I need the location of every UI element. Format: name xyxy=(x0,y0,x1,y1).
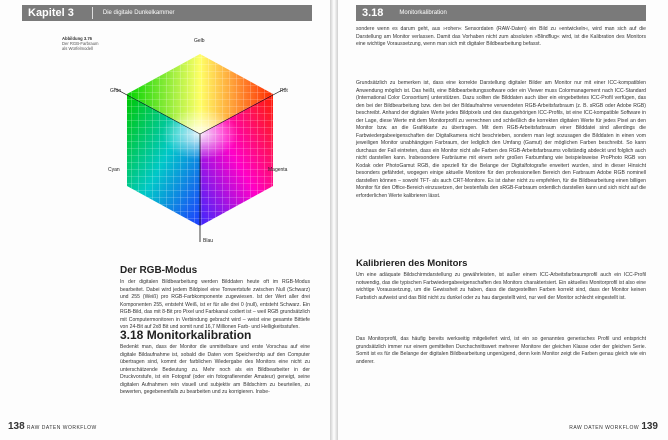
intro-paragraph: sondere wenn es darum geht, aus »rohen« Sensordaten (RAW-Daten) ein Bild zu »entwickeln«, wird man sich auf die Darstellung am Monitor verlassen. Damit das Vorhaben nicht zum absoluten »Blindflug« wird, ist die Kalibration des Monitors eine wichtige Voraussetzung, wenn man sich mit digitaler Bildbearbeitung befasst. xyxy=(356,26,646,47)
section-heading-rgb-mode: Der RGB-Modus xyxy=(120,265,198,276)
cube-label-magenta: Magenta xyxy=(268,167,288,173)
left-footer xyxy=(8,421,97,432)
cube-label-blue: Blau xyxy=(203,238,214,244)
rgb-mode-paragraph: In der digitalen Bildbearbeitung werden Bilddaten heute oft im RGB-Modus bearbeitet. Dabei wird jedem Bildpixel eine Tonwertstufe zwischen Null (Schwarz) und 255 (Weiß) pro RGB-Farbkomponente zugewiesen. Ist der Wert aller drei Komponenten 255, entsteht Weiß, ist er für alle drei 0 (null), entsteht Schwarz. Ein RGB-Bild, das mit 8-Bit pro Pixel und Farbkanal codiert ist – weil RGB grundsätzlich mit Computermonitoren in Verbindung gebracht wird – weist eine gesamte Bittiefe von 24-Bit auf 2x8 Bit und somit rund 16,7 Millionen Farb- und Helligkeitsstufen. xyxy=(120,279,310,330)
caption-number: Abbildung 3.76 xyxy=(62,36,93,41)
left-page-number: 138 xyxy=(8,421,25,432)
cube-label-red: Rot xyxy=(280,88,288,94)
right-header xyxy=(356,5,646,21)
generic-profile-paragraph: Das Monitorprofil, das häufig bereits werkseitig mitgeliefert wird, ist ein so genanntes generisches Profil und entspricht grundsätzlich immer nur einem gemittelten Durchschnittswert mehrerer Monitore der gleichen Klasse oder der gleichen Serie. Somit ist es für die Belange der digitalen Bildbearbeitung ungenügend, denn kein Monitor zeigt die Farben genau gleich wie ein anderer. xyxy=(356,336,646,365)
cube-label-yellow: Gelb xyxy=(194,38,205,44)
right-page xyxy=(338,0,668,440)
figure-caption xyxy=(62,36,102,52)
rgb-cube-figure xyxy=(110,36,290,246)
right-page-number: 139 xyxy=(641,421,658,432)
icc-paragraph: Grundsätzlich zu bemerken ist, dass eine korrekte Darstellung digitaler Bilder am Monitor nur mit einer ICC-kompatiblen Anwendung möglich ist. Das heißt, eine Bildbearbeitungssoftware oder ein Viewer muss Colormanagement nach ICC-Standard (International Color Consortium) unterstützen. Dazu sollten die Bilddaten auch über ein eingebettetes ICC-Profil verfügen, das den bei der Bildbearbeitung bzw. den bei der Bildaufnahme verwendeten RGB-Arbeitsfarbraum (z. B. sRGB oder Adobe RGB) beschreibt. Anhand der digitalen Werte jedes Bildpixels und des dazugehörigen ICC-Profils, ist eine ICC-kompatible Software in der Lage, diese Werte mit dem Monitorprofil zu verrechnen und schließlich die korrekten digitalen Werte für jedes Pixel an den Monitor bzw. an die Grafikkarte zu übertragen. Mit dem RGB-Arbeitsfarbraum einer Bilddatei sind allerdings die Farbwiedergabeeigenschaften der Digitalkamera nicht beschrieben, sondern man legt sozusagen die Bilddaten in einen vom jeweiligen Monitor unabhängigen Farbraum, der lediglich den Umfang (Gamut) der möglichen Farben beschreibt. So kann durchaus der Fall eintreten, dass ein Monitor nicht alle Farben des RGB-Arbeitsfarbraums vollständig abdeckt und folglich auch nicht darstellen kann. Insbesondere Farbräume mit einem sehr großen Farbumfang wie beispielsweise ProPhoto RGB von Kodak oder PhotoGamut RGB, die speziell für die Belange der Digitalfotografie erweitert wurden, sind in dieser Hinsicht besonders gefährdet, wogegen einige aktuelle Monitore für den professionellen Bereich den Farbraum Adobe RGB nominell darstellen können – sowohl TFT- als auch CRT-Monitore. Es ist daher nicht zu empfehlen, für die Bildbearbeitung einen billigen Monitor für den Office-Bereich einzusetzen, der bestenfalls den sRGB-Farbraum ordentlich darstellen kann und sich nicht auf die erforderlichen Werte kalibrieren lässt. xyxy=(356,80,646,199)
chapter-label: Kapitel 3 xyxy=(22,7,93,19)
cube-label-green: Grün xyxy=(110,88,122,94)
right-footer-brand: RAW DATEN WORKFLOW xyxy=(569,425,640,431)
section-number: 3.18 xyxy=(362,7,384,19)
monitor-calibration-paragraph: Bedenkt man, dass der Monitor die unmittelbare und erste Vorschau auf eine digitale Bildaufnahme ist, sobald die Daten vom Speicherchip auf den Computer übertragen sind, kommt der farblichen Wiedergabe des Monitors eine nicht zu unterschätzende Bedeutung zu. Mehr noch als ein Bildbearbeiter in der Druckvorstufe, ist ein Fotograf (oder ein fotografierender Amateur) geneigt, seine digitalen Aufnahmen rein visuell und subjektiv am Bildschirm zu beurteilen, zu bewerten, gegebenenfalls zu bearbeiten und zu korrigieren. Insbe- xyxy=(120,344,310,395)
left-page xyxy=(0,0,330,440)
chapter-title: Die digitale Dunkelkammer xyxy=(102,10,175,16)
book-gutter xyxy=(330,0,338,440)
caption-text: Der RGB-Farbraum als Würfelmodell xyxy=(62,41,99,52)
section-header-title: Monitorkalibration xyxy=(399,10,447,16)
cube-label-cyan: Cyan xyxy=(108,167,120,173)
right-footer xyxy=(569,421,658,432)
section-heading-calibrating: Kalibrieren des Monitors xyxy=(356,258,468,269)
section-heading-monitor-calibration: 3.18 Monitorkalibration xyxy=(120,328,252,342)
calibration-paragraph: Um eine adäquate Bildschirmdarstellung zu gewährleisten, ist außer einem ICC-Arbeitsfarbraumprofil auch ein ICC-Profil notwendig, das die typischen Farbwiedergabeeigenschaften des Monitors charakterisiert. Ein aktuelles Monitorprofil ist also eine wichtige Voraussetzung, um die Gewissheit zu haben, dass die dargestellten Farben korrekt sind, dass der Monitor keinen Farbstich aufweist und das Bild nicht zu dunkel oder zu hau dargestellt wird, nur weil der Monitor schlecht eingestellt ist. xyxy=(356,272,646,301)
left-header xyxy=(22,5,312,21)
left-footer-brand: RAW DATEN WORKFLOW xyxy=(26,425,97,431)
